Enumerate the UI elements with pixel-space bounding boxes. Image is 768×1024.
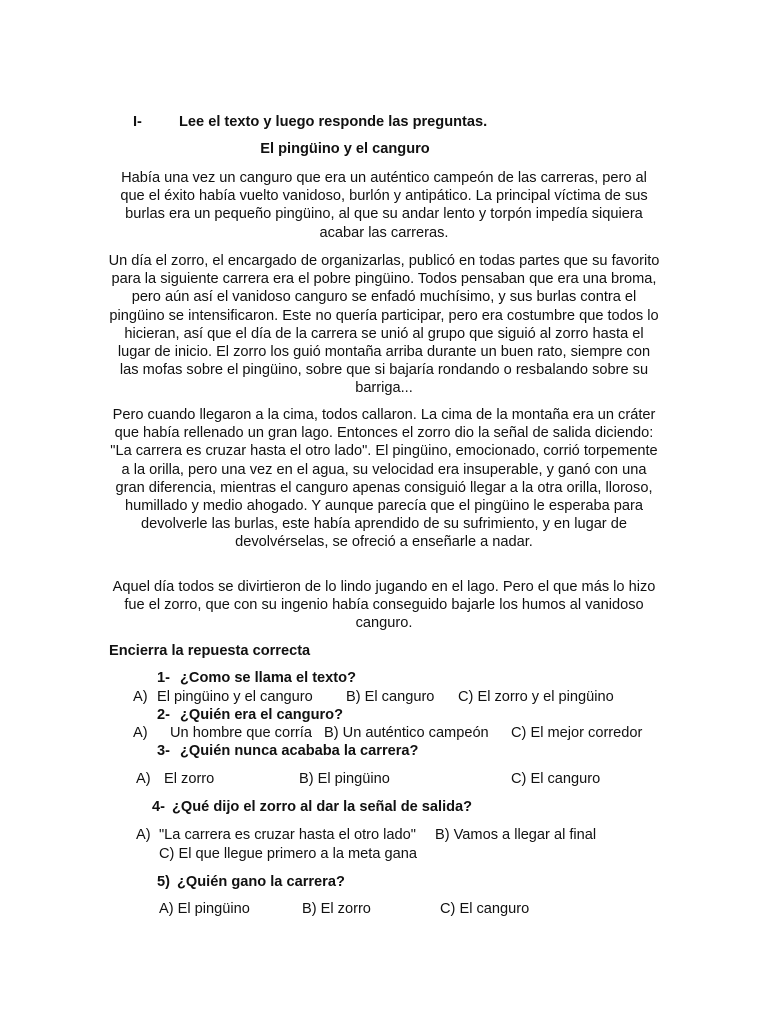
story-paragraph-4: Aquel día todos se divirtieron de lo lindo jugando en el lago. Pero el que más lo hizo fue el zorro, que con su ingenio había conseguido bajarle los humos al vanidoso canguro. <box>112 579 656 632</box>
question-4-option-c[interactable]: C) El que llegue primero a la meta gana <box>159 846 417 862</box>
instruction-number: I- <box>133 114 142 130</box>
question-4-option-a[interactable]: "La carrera es cruzar hasta el otro lado" <box>159 827 416 843</box>
question-1-option-b[interactable]: B) El canguro <box>346 689 435 705</box>
question-3-option-a-letter: A) <box>136 771 151 787</box>
question-5-text: ¿Quién gano la carrera? <box>177 874 345 890</box>
question-2-option-a-letter: A) <box>133 725 148 741</box>
story-paragraph-3: Pero cuando llegaron a la cima, todos callaron. La cima de la montaña era un cráter que había rellenado un gran lago. Entonces el zorro dio la señal de salida diciendo: "La carrera es cruzar hasta el otro lado". El pingüino, emocionado, corrió torpemente a la orilla, pero una vez en el agua, su velocidad era insuperable, y ganó con una gran diferencia, mientras el canguro apenas consiguió llegar a la otra orilla, lloroso, humillado y medio ahogado. Y aunque parecía que el pingüino le esperaba para devolverle las burlas, este había aprendido de su sufrimiento, y en lugar de devolvérselas, se ofreció a enseñarle a nadar. <box>110 407 658 551</box>
question-2-option-c[interactable]: C) El mejor corredor <box>511 725 643 741</box>
question-2-text: ¿Quién era el canguro? <box>180 707 343 723</box>
question-2-number: 2- <box>157 707 170 723</box>
question-1-option-a[interactable]: El pingüino y el canguro <box>157 689 313 705</box>
question-5-option-b[interactable]: B) El zorro <box>302 901 371 917</box>
instruction-text: Lee el texto y luego responde las preguntas. <box>179 114 488 130</box>
question-1-number: 1- <box>157 670 170 686</box>
question-5-number: 5) <box>157 874 170 890</box>
question-4-text: ¿Qué dijo el zorro al dar la señal de salida? <box>172 799 473 815</box>
question-3-option-a[interactable]: El zorro <box>164 771 215 787</box>
question-2-option-b[interactable]: B) Un auténtico campeón <box>324 725 489 741</box>
question-3-option-c[interactable]: C) El canguro <box>511 771 601 787</box>
question-1-text: ¿Como se llama el texto? <box>180 670 356 686</box>
question-4-number: 4- <box>152 799 165 815</box>
question-4-option-a-letter: A) <box>136 827 151 843</box>
question-1-option-c[interactable]: C) El zorro y el pingüino <box>458 689 614 705</box>
question-1-option-a-letter: A) <box>133 689 148 705</box>
story-title: El pingüino y el canguro <box>260 141 430 157</box>
question-5-option-c[interactable]: C) El canguro <box>440 901 530 917</box>
story-paragraph-1: Había una vez un canguro que era un auténtico campeón de las carreras, pero al que el éxito había vuelto vanidoso, burlón y antipático. La principal víctima de sus burlas era un pequeño pingüino, al que su andar lento y torpón impedía siquiera acabar las carreras. <box>120 170 648 241</box>
story-paragraph-2: Un día el zorro, el encargado de organizarlas, publicó en todas partes que su favorito para la siguiente carrera era el pobre pingüino. Todos pensaban que era una broma, pero aún así el vanidoso canguro se enfadó muchísimo, y sus burlas contra el pingüino se intensificaron. Este no quería participar, pero era costumbre que todos lo hicieran, así que el día de la carrera se unió al grupo que siguió al zorro hasta el lugar de inicio. El zorro los guió montaña arriba durante un buen rato, siempre con las mofas sobre el pingüino, sobre que si bajaría rondando o resbalando sobre su barriga... <box>108 253 660 397</box>
question-2-option-a[interactable]: Un hombre que corría <box>170 725 312 741</box>
question-5-option-a[interactable]: A) El pingüino <box>159 901 250 917</box>
question-3-text: ¿Quién nunca acababa la carrera? <box>180 743 419 759</box>
question-3-number: 3- <box>157 743 170 759</box>
question-4-option-b[interactable]: B) Vamos a llegar al final <box>435 827 597 843</box>
quiz-heading: Encierra la repuesta correcta <box>109 643 311 659</box>
question-3-option-b[interactable]: B) El pingüino <box>299 771 390 787</box>
